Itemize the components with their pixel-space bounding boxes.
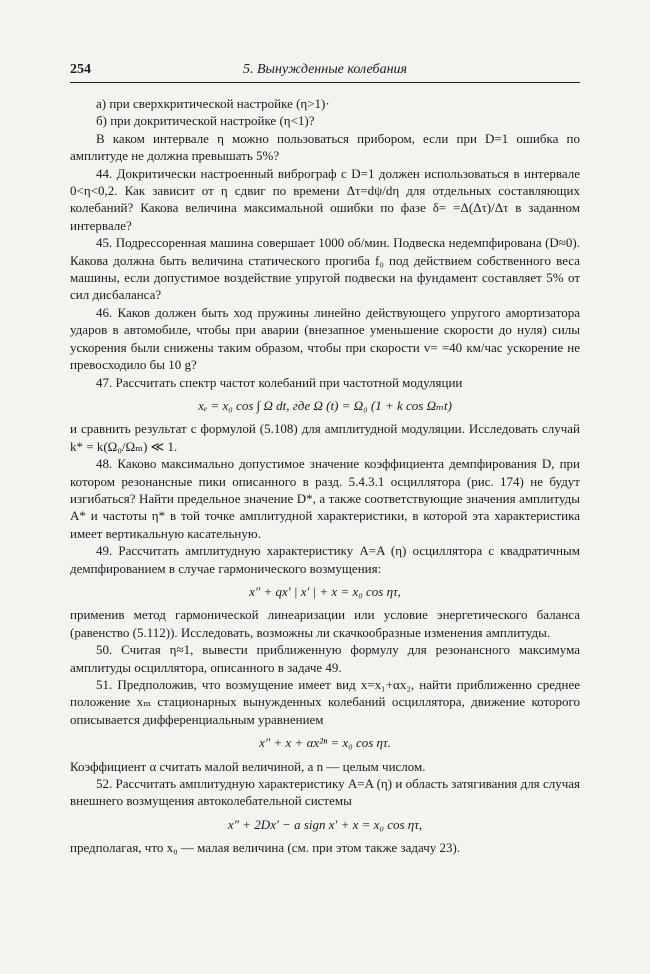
paragraph: В каком интервале η можно пользоваться прибором, если при D=1 ошибка по амплитуде не должна превышать 5%? <box>70 130 580 164</box>
problem-47: 47. Рассчитать спектр частот колебаний при частотной модуляции <box>96 374 463 390</box>
formula: x″ + qx′ | x′ | + x = x₀ cos ητ, <box>249 583 401 599</box>
paragraph: б) при докритической настройке (η<1)? <box>96 113 315 129</box>
problem-46: 46. Каков должен быть ход пружины линейно действующего упругого амортизатора ударов в автомобиле, чтобы при аварии (внезапное уменьшение скорости до нуля) силы ускорения были снижены таким образом, чтобы при скорости v= =40 км/час ускорение не превосходило бы 10 g? <box>70 304 580 373</box>
formula: xₑ = x₀ cos ∫ Ω dt, где Ω (t) = Ω₀ (1 + k cos Ωₘt) <box>198 397 452 413</box>
paragraph: Коэффициент α считать малой величиной, а n — целым числом. <box>70 758 426 774</box>
formula: x″ + x + αx²ⁿ = x₀ cos ητ. <box>259 735 391 751</box>
formula: x″ + 2Dx′ − a sign x′ + x = x₀ cos ητ, <box>227 816 423 832</box>
problem-50: 50. Считая η≈1, вывести приближенную формулу для резонансного максимума амплитуды осциллятора, описанного в задаче 49. <box>70 642 580 675</box>
paragraph: а) при сверхкритической настройке (η>1)· <box>96 96 330 111</box>
problem-51: 51. Предположив, что возмущение имеет вид x=x₁+αx₂, найти приближенно среднее положение xₘ стационарных вынужденных колебаний осциллятора, движение которого описывается дифференциальным уравнением <box>70 677 580 727</box>
problem-44: 44. Докритически настроенный виброграф с D=1 должен использоваться в интервале 0<η<0,2. Как зависит от η сдвиг по времени Δτ=dψ/dη для отдельных составляющих колебаний? Какова величина максимальной ошибки по фазе δ= =Δ(Δτ)/Δτ в заданном интервале? <box>70 165 580 233</box>
paragraph: применив метод гармонической линеаризации или условие энергетического баланса (равенство (5.112)). Исследовать, возможны ли скачкообразные изменения амплитуды. <box>70 607 580 640</box>
running-header <box>70 62 580 83</box>
page-body <box>70 95 580 857</box>
problem-52: 52. Рассчитать амплитудную характеристику A=A (η) и область затягивания для случая внешнего возмущения автоколебательной системы <box>70 776 580 809</box>
page-number: 254 <box>70 62 91 77</box>
paragraph: предполагая, что x₀ — малая величина (см. при этом также задачу 23). <box>70 840 461 856</box>
problem-49: 49. Рассчитать амплитудную характеристику A=A (η) осциллятора с квадратичным демпфированием в случае гармонического возмущения: <box>70 543 580 576</box>
problem-48: 48. Каково максимально допустимое значение коэффициента демпфирования D, при котором резонансные пики описанного в разд. 5.4.3.1 осциллятора (рис. 174) не будут изгибаться? Найти предельное значение D*, а также соответствующие значения амплитуды A* и частоты η* в той точке амплитудной характеристики, в которой эта характеристика имеет вертикальную касательную. <box>70 456 580 541</box>
problem-45: 45. Подрессоренная машина совершает 1000 об/мин. Подвеска недемпфирована (D≈0). Какова должна быть величина статического прогиба f₀ под действием собственного веса машины, если допустимое воздействие упругой подвески на фундамент составляет 5% от сил дисбаланса? <box>70 235 580 303</box>
paragraph: и сравнить результат с формулой (5.108) для амплитудной модуляции. Исследовать случай k* = k(Ω₀/Ωₘ) ≪ 1. <box>70 421 580 454</box>
running-title: 5. Вынужденные колебания <box>242 62 408 77</box>
